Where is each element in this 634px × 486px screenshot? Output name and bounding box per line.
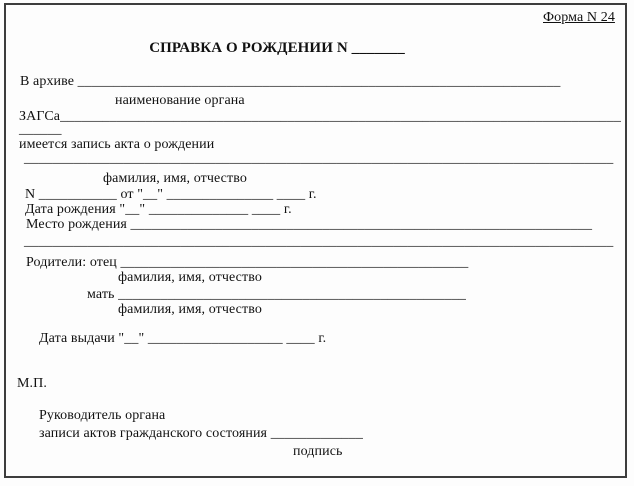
child-name-caption: фамилия, имя, отчество (103, 171, 247, 186)
mother-caption: фамилия, имя, отчество (118, 302, 262, 317)
mother-field-line: мать _________________________________________________ (87, 287, 467, 302)
child-name-blank-line: ___________________________________________________________________________________ (24, 151, 614, 166)
document-title: СПРАВКА О РОЖДЕНИИ N _______ (149, 40, 405, 56)
birth-place-line: Место рождения _________________________________________________________________ (26, 217, 593, 232)
head-role-line-2: записи актов гражданского состояния _____________ (39, 426, 363, 441)
birth-place-blank-line: ___________________________________________________________________________________ (24, 234, 614, 249)
stamp-placeholder: М.П. (17, 376, 47, 391)
record-exists-text: имеется запись акта о рождении (19, 137, 215, 152)
head-role-line-1: Руководитель органа (39, 408, 166, 423)
zags-field-line: ЗАГСа_______________________________________________________________________________ (19, 109, 621, 124)
archive-field-line: В архиве ____________________________________________________________________ (20, 74, 561, 89)
father-caption: фамилия, имя, отчество (118, 270, 262, 285)
form-number-label: Форма N 24 (543, 10, 615, 25)
birth-date-line: Дата рождения "__" ______________ ____ г. (25, 202, 292, 217)
father-field-line: Родители: отец _________________________________________________ (26, 255, 469, 270)
archive-caption: наименование органа (115, 93, 245, 108)
zags-field-line-tail: ______ (19, 122, 62, 137)
signature-caption: подпись (293, 444, 343, 459)
issue-date-line: Дата выдачи "__" ___________________ ____ г. (39, 331, 327, 346)
act-number-line: N ___________ от "__" _______________ ____ г. (25, 187, 317, 202)
